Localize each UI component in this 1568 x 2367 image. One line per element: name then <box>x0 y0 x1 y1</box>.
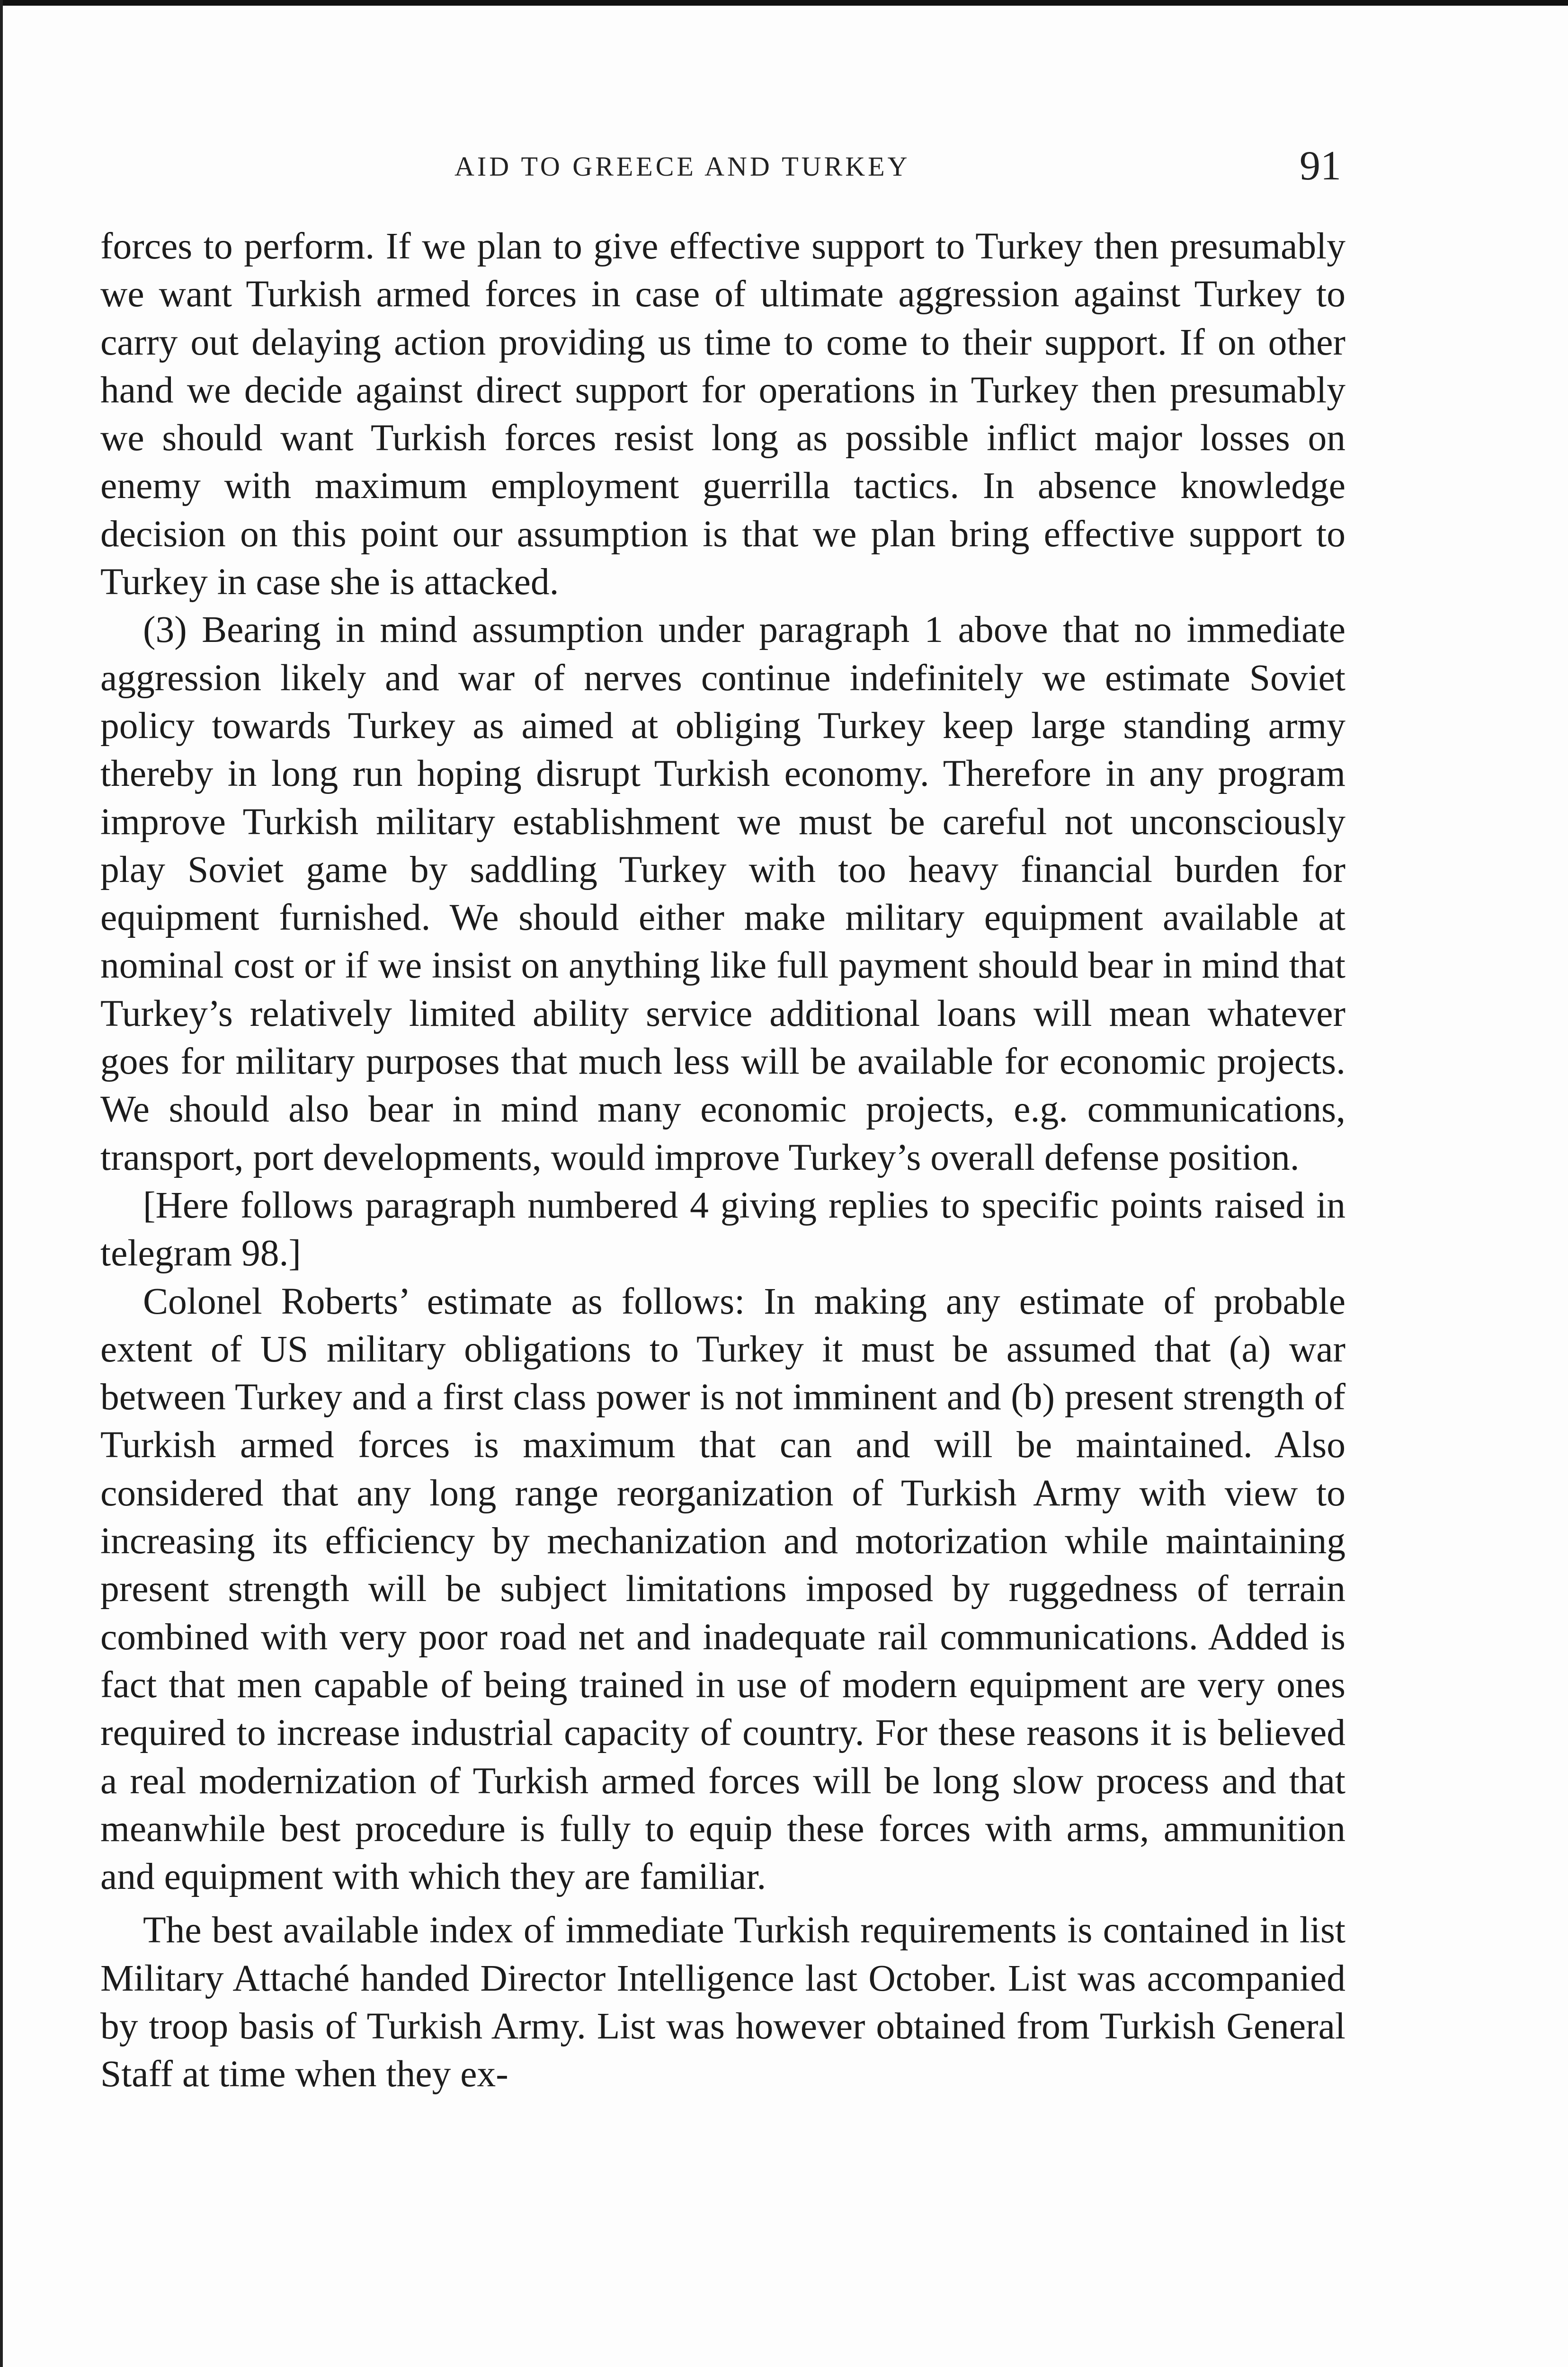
page-left-edge <box>0 0 3 2367</box>
paragraph-roberts-estimate: Colonel Roberts’ estimate as follows: In making any estimate of probable extent of US military obligations to Turkey it must be assumed that (a) war between Turkey and a first class power is not imminent and (b) present strength of Turkish armed forces is maximum that can and will be maintained. Also considered that any long range reorganization of Turkish Army with view to increasing its efficiency by mechanization and motorization while maintaining present strength will be subject limitations imposed by ruggedness of terrain combined with very poor road net and inadequate rail communications. Added is fact that men capable of being trained in use of modern equipment are very ones required to increase industrial capacity of country. For these reasons it is believed a real modernization of Turkish armed forces will be long slow process and that meanwhile best procedure is fully to equip these forces with arms, ammunition and equipment with which they are familiar. <box>100 1280 1345 1898</box>
body-text <box>100 222 1345 2099</box>
paragraph-requirements: The best available index of immediate Turkish requirements is contained in list Military Attaché handed Director Intelligence last October. List was accompanied by troop basis of Turkish Army. List was however obtained from Turkish General Staff at time when they ex- <box>100 1909 1345 2095</box>
page-number: 91 <box>1300 143 1341 189</box>
paragraph-continuation: forces to perform. If we plan to give effective support to Turkey then presumably we want Turkish armed forces in case of ultimate aggression against Turkey to carry out delaying action providing us time to come to their support. If on other hand we decide against direct support for operations in Turkey then presumably we should want Turkish forces resist long as possible inflict major losses on enemy with maximum employment guerrilla tactics. In absence knowledge decision on this point our assumption is that we plan bring effective support to Turkey in case she is attacked. <box>100 225 1345 603</box>
running-title: AID TO GREECE AND TURKEY <box>454 151 910 182</box>
paragraph-numbered-3: (3) Bearing in mind assumption under paragraph 1 above that no immediate aggression likely and war of nerves continue indefinitely we estimate Soviet policy towards Turkey as aimed at obliging Turkey keep large standing army thereby in long run hoping disrupt Turkish economy. Therefore in any program improve Turkish military establishment we must be careful not unconsciously play Soviet game by saddling Turkey with too heavy financial burden for equipment furnished. We should either make military equipment available at nominal cost or if we insist on anything like full payment should bear in mind that Turkey’s relatively limited ability service additional loans will mean whatever goes for military purposes that much less will be available for economic projects. We should also bear in mind many economic projects, e.g. communications, transport, port developments, would improve Turkey’s overall defense position. <box>100 609 1345 1178</box>
editorial-note: [Here follows paragraph numbered 4 giving replies to specific points raised in telegram 98.] <box>100 1184 1345 1274</box>
paragraph-gap <box>100 1901 1345 1906</box>
running-head <box>0 142 1568 194</box>
page-top-edge <box>0 0 1568 6</box>
